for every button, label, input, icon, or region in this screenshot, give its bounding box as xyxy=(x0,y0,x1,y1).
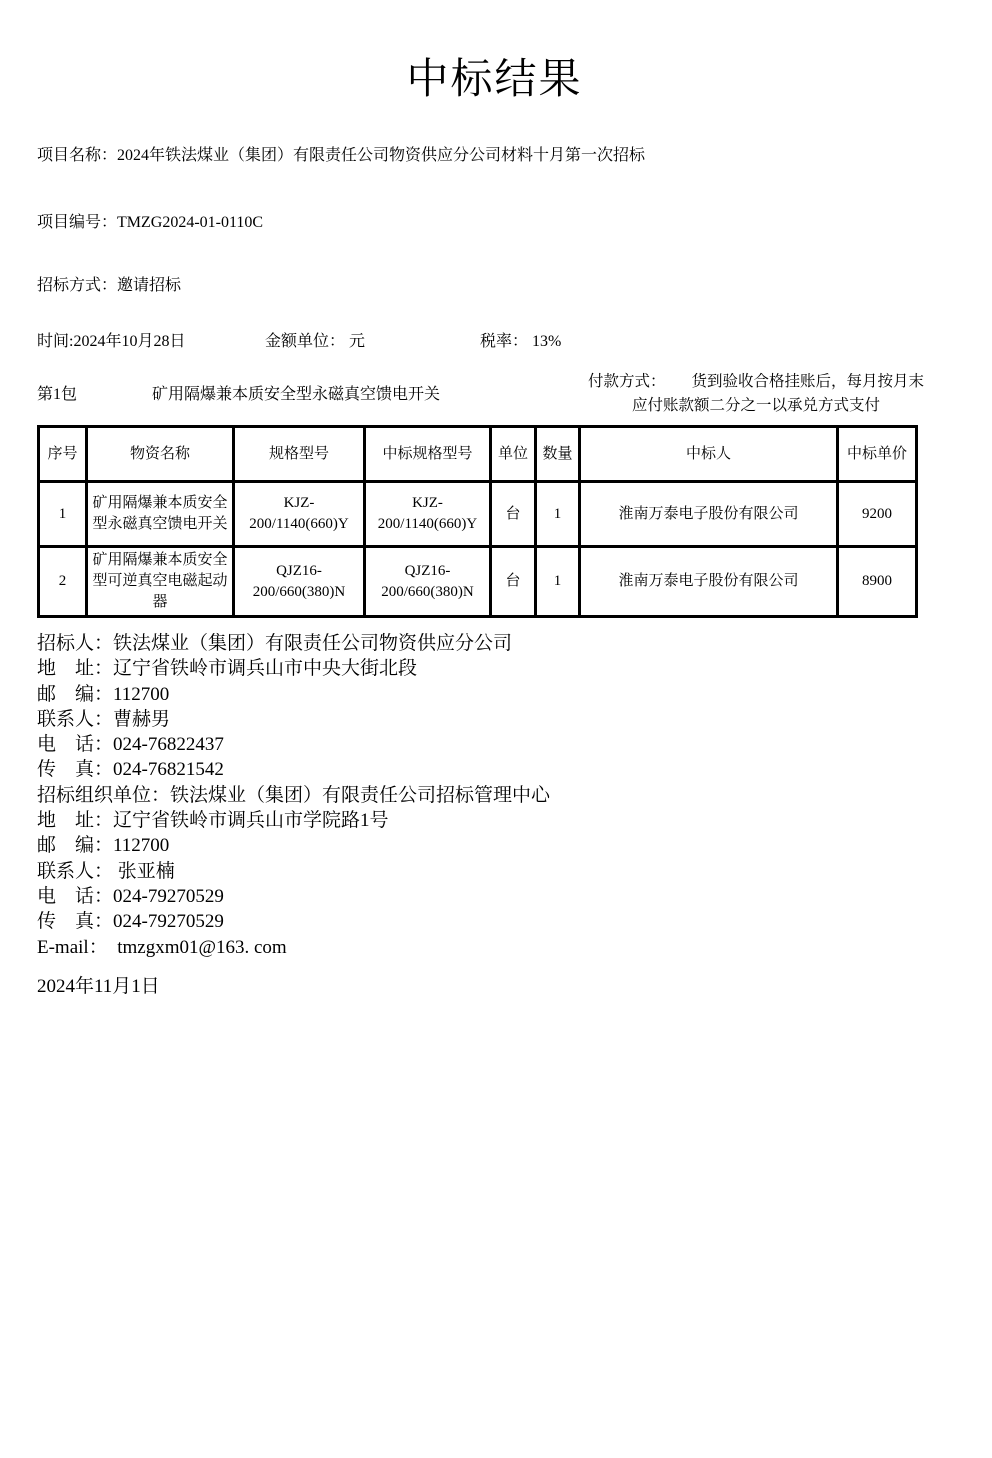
contact-line-organizer-postcode: 邮 编：112700 xyxy=(37,835,170,857)
contact-line-fax: 传 真：024-76821542 xyxy=(37,759,224,781)
bid-method-value: 邀请招标 xyxy=(117,277,182,294)
info-amount-unit: 金额单位： 元 xyxy=(265,333,366,350)
bid-method-line xyxy=(37,275,952,297)
project-code-label: 项目编号： xyxy=(37,214,118,231)
contact-line-organizer-phone: 电 话：024-79270529 xyxy=(37,885,224,907)
cell-quantity: 1 xyxy=(536,547,580,617)
cell-winner: 淮南万泰电子股份有限公司 xyxy=(580,482,838,547)
contact-line-email: E-mail： tmzgxm01@163. com xyxy=(37,936,287,958)
payment-terms: 货到验收合格挂账后，每月按月末应付账款额二分之一以承兑方式支付 xyxy=(631,373,925,414)
col-header-spec: 规格型号 xyxy=(234,427,365,482)
cell-unit: 台 xyxy=(491,482,536,547)
cell-spec: KJZ-200/1140(660)Y xyxy=(234,482,365,547)
package-name: 矿用隔爆兼本质安全型永磁真空馈电开关 xyxy=(152,386,441,403)
contact-block xyxy=(37,631,952,960)
contact-line-address: 地 址：辽宁省铁岭市调兵山市中央大街北段 xyxy=(37,658,418,680)
project-name-label: 项目名称： xyxy=(37,147,118,164)
cell-winning-spec: KJZ-200/1140(660)Y xyxy=(365,482,491,547)
cell-quantity: 1 xyxy=(536,482,580,547)
results-table xyxy=(37,425,918,618)
table-row xyxy=(39,547,917,617)
cell-seq: 2 xyxy=(39,547,87,617)
contact-line-organizer-address: 地 址：辽宁省铁岭市调兵山市学院路1号 xyxy=(37,810,389,832)
table-header-row xyxy=(39,427,917,482)
col-header-quantity: 数量 xyxy=(536,427,580,482)
cell-spec: QJZ16-200/660(380)N xyxy=(234,547,365,617)
col-header-material: 物资名称 xyxy=(87,427,234,482)
document-page xyxy=(0,55,992,1458)
col-header-unit-price: 中标单价 xyxy=(838,427,917,482)
bid-method-label: 招标方式： xyxy=(37,277,118,294)
payment-label: 付款方式： xyxy=(587,373,666,390)
col-header-unit: 单位 xyxy=(491,427,536,482)
contact-line-contact-person: 联系人：曹赫男 xyxy=(37,708,171,730)
col-header-seq: 序号 xyxy=(39,427,87,482)
col-header-winner: 中标人 xyxy=(580,427,838,482)
package-row xyxy=(37,373,952,414)
contact-line-organizer-fax: 传 真：024-79270529 xyxy=(37,911,224,933)
contact-line-phone: 电 话：024-76822437 xyxy=(37,734,224,756)
info-row xyxy=(37,331,952,353)
table-row xyxy=(39,482,917,547)
cell-unit-price: 9200 xyxy=(838,482,917,547)
project-name-value: 2024年铁法煤业（集团）有限责任公司物资供应分公司材料十月第一次招标 xyxy=(117,147,646,164)
document-date: 2024年11月1日 xyxy=(37,975,160,997)
cell-material: 矿用隔爆兼本质安全型永磁真空馈电开关 xyxy=(87,482,234,547)
col-header-winning-spec: 中标规格型号 xyxy=(365,427,491,482)
cell-seq: 1 xyxy=(39,482,87,547)
contact-line-postcode: 邮 编：112700 xyxy=(37,683,170,705)
package-number: 第1包 xyxy=(37,386,78,403)
cell-material: 矿用隔爆兼本质安全型可逆真空电磁起动器 xyxy=(87,547,234,617)
contact-line-tenderer: 招标人：铁法煤业（集团）有限责任公司物资供应分公司 xyxy=(37,633,513,654)
project-name-line xyxy=(37,145,952,167)
contact-line-organizer-contact: 联系人： 张亚楠 xyxy=(37,860,175,882)
cell-winner: 淮南万泰电子股份有限公司 xyxy=(580,547,838,617)
document-title: 中标结果 xyxy=(406,57,583,103)
contact-line-organizer: 招标组织单位：铁法煤业（集团）有限责任公司招标管理中心 xyxy=(37,784,551,806)
cell-unit-price: 8900 xyxy=(838,547,917,617)
info-tax-rate: 税率： 13% xyxy=(480,333,562,350)
project-code-value: TMZG2024-01-0110C xyxy=(117,214,264,231)
payment-terms-block xyxy=(582,370,930,418)
cell-winning-spec: QJZ16-200/660(380)N xyxy=(365,547,491,617)
cell-unit: 台 xyxy=(491,547,536,617)
info-time: 时间:2024年10月28日 xyxy=(37,333,186,350)
project-code-line xyxy=(37,212,952,234)
